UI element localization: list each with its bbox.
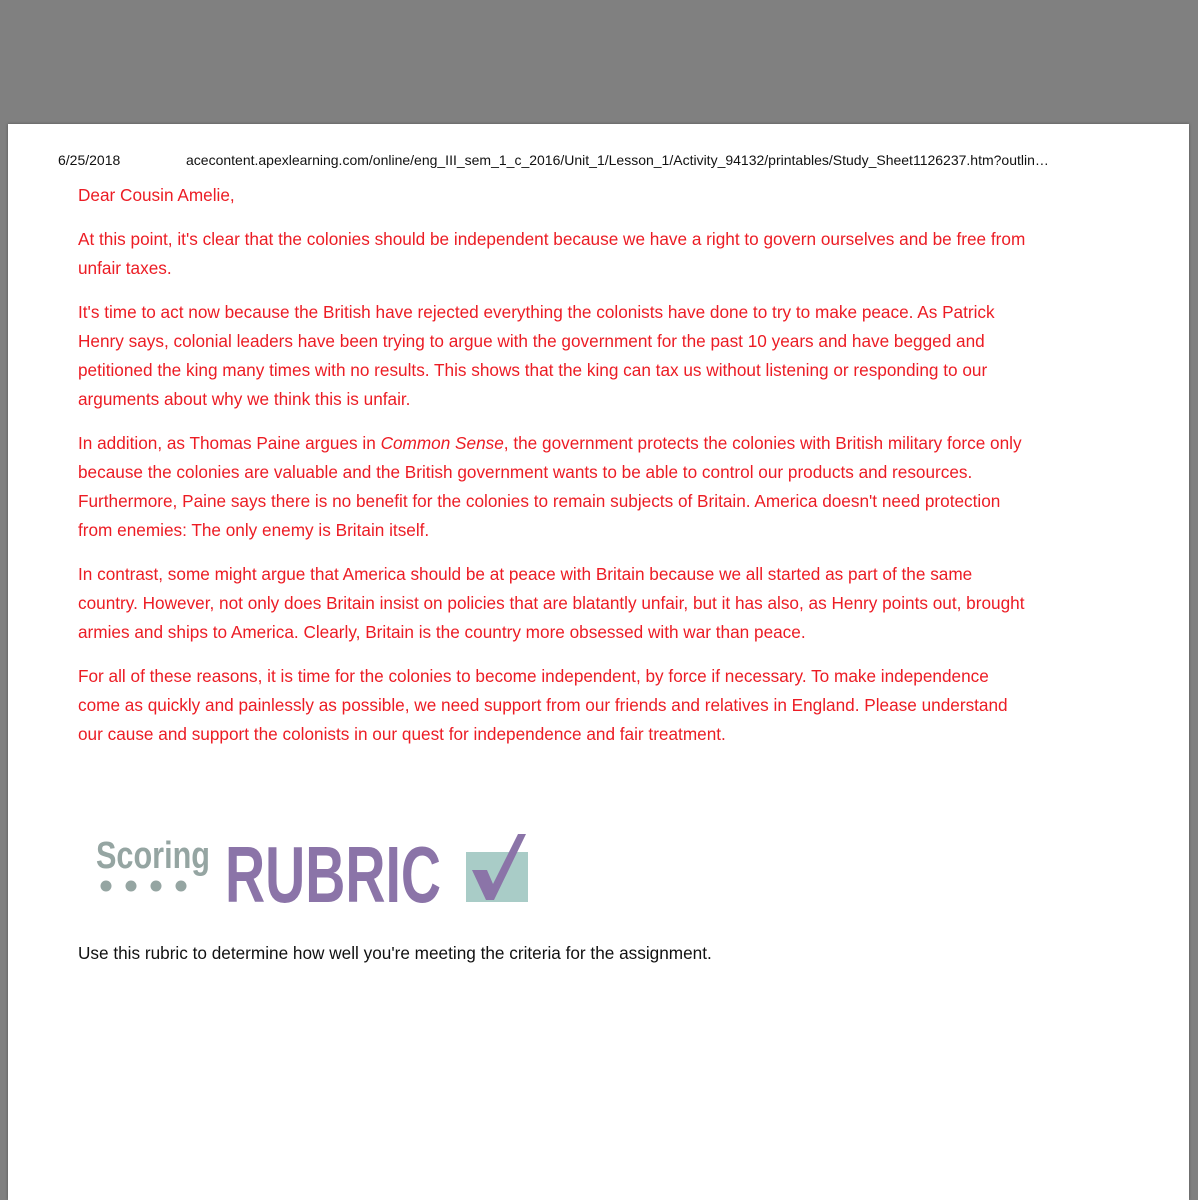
logo-dots [101,881,187,892]
letter-paragraph-2: It's time to act now because the British have rejected everything the colonists have done to try to make peace. As Patrick Henry says, colonial leaders have been trying to argue with the government for the past 10 years and have begged and petitioned the king many times with no results. This shows that the king can tax us without listening or responding to our arguments about why we think this is unfair. [78,302,995,409]
rubric-instruction: Use this rubric to determine how well you're meeting the criteria for the assignment. [78,943,712,963]
letter-paragraph-1: At this point, it's clear that the colonies should be independent because we have a right to govern ourselves and be free from unfair taxes. [78,229,1026,278]
letter-paragraph-3-end: , the government protects the colonies with British military force only because the colonies are valuable and the British government wants to be able to control our products and resources. Furthermore, Paine says there is no benefit for the colonies to remain subjects of Britain. America doesn't need protection from enemies: The only enemy is Britain itself. [78,433,1022,540]
print-date: 6/25/2018 [58,152,121,168]
logo-scoring-word: Scoring [96,835,210,877]
printed-page [8,124,1189,1200]
letter-paragraph-4: In contrast, some might argue that America should be at peace with Britain because we all started as part of the same country. However, not only does Britain insist on policies that are blatantly unfair, but it has also, as Henry points out, brought armies and ships to America. Clearly, Britain is the country more obsessed with war than peace. [78,564,1025,642]
checkbox-check-icon [466,834,528,902]
letter-paragraph-3-start: In addition, as Thomas Paine argues in [78,433,381,453]
letter-paragraph-5: For all of these reasons, it is time for the colonies to become independent, by force if necessary. To make independence come as quickly and painlessly as possible, we need support from our friends and relatives in England. Please understand our cause and support the colonists in our quest for independence and fair treatment. [78,666,1008,744]
letter-paragraph-3 [78,429,1028,545]
logo-rubric-word: RUBRIC [225,830,441,916]
book-title-common-sense: Common Sense [380,433,504,453]
scoring-rubric-logo [94,826,534,916]
letter-body [78,181,1028,764]
print-url: acecontent.apexlearning.com/online/eng_III_sem_1_c_2016/Unit_1/Lesson_1/Activity_94132/printables/Study_Sheet1126237.htm?outlin… [186,152,1049,168]
letter-salutation: Dear Cousin Amelie, [78,185,235,205]
